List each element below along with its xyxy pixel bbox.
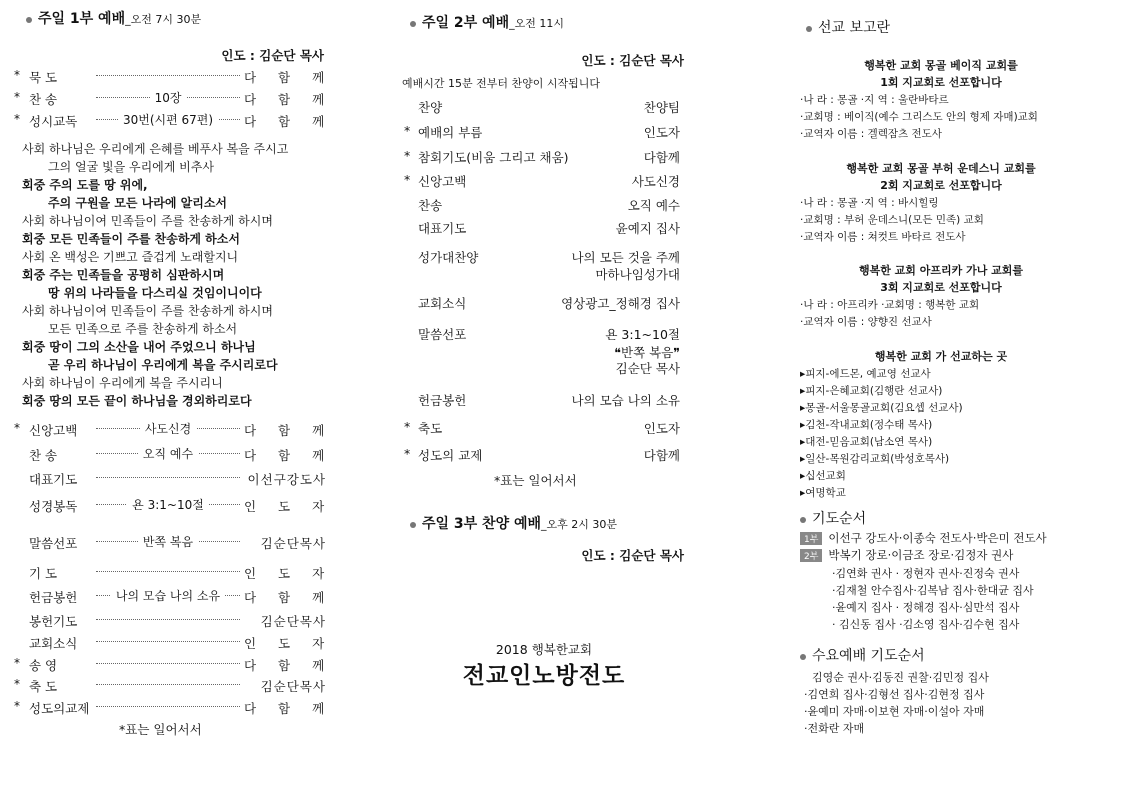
order-row: [14, 588, 332, 606]
support-item: ▸일산-목원감리교회(박성호목사): [800, 453, 950, 465]
litany-line: 회중 땅이 그의 소산을 내어 주었으니 하나님: [22, 340, 256, 354]
motto-year-church: 2018 행복한교회: [495, 642, 593, 657]
order-item-person: 인 도 자: [244, 566, 334, 581]
order-item-person: 나의 모든 것을 주께: [571, 250, 680, 265]
order-item-person: 다 함 께: [244, 448, 334, 463]
support-item: ▸몽골-서울몽골교회(김요셉 선교사): [800, 402, 963, 414]
prayer-name-line: ·윤예지 집사 · 정해경 집사·심만석 집사: [832, 601, 1020, 614]
order-item-person: 다함께: [643, 150, 680, 165]
order-row: [396, 148, 686, 168]
order-row: [396, 265, 686, 285]
mission-block-line: ·나 라 : 아프리카 ·교회명 : 행복한 교회: [800, 299, 980, 311]
order-item-name: 말씀선포: [418, 327, 467, 342]
standing-mark: *: [404, 123, 411, 138]
standing-mark: *: [404, 148, 411, 163]
order-row: [14, 564, 332, 582]
order-item-name: 헌금봉헌: [29, 590, 78, 605]
order-item-detail-wrap: [96, 496, 240, 513]
litany-line: 땅 위의 나라들을 다스리실 것임이니이다: [48, 286, 262, 300]
order-item-detail-wrap: [96, 445, 240, 462]
standing-mark: *: [404, 419, 411, 434]
order-item-person: 욘 3:1~10절: [605, 327, 680, 342]
order-row: [396, 419, 686, 439]
prayer-name-line: ·김재철 안수집사·김복남 집사·한대균 집사: [832, 584, 1034, 597]
order-row: [14, 634, 332, 652]
order-item-person: 다 함 께: [244, 114, 334, 129]
service1-standing-note: *표는 일어서서: [119, 722, 202, 737]
standing-mark: *: [404, 446, 411, 461]
service2-leader: 인도 : 김순단 목사: [581, 53, 684, 68]
order-item-name: 성도의교제: [29, 701, 90, 716]
dotted-leader: [96, 663, 240, 664]
service1-title: 주일 1부 예배: [38, 11, 126, 27]
mission-block-line: ·나 라 : 몽골 ·지 역 : 바시힐링: [800, 197, 939, 209]
order-item-person: 다 함 께: [244, 701, 334, 716]
standing-mark: *: [14, 656, 20, 670]
order-item-person: 김순단목사: [260, 536, 326, 551]
order-row: [396, 219, 686, 239]
litany-line: 사회 하나님이여 민족들이 주를 찬송하게 하시며: [22, 214, 273, 228]
order-item-detail: 10장: [150, 91, 187, 105]
wednesday-title: 수요예배 기도순서: [812, 648, 925, 664]
order-row: [396, 391, 686, 411]
order-item-person: 마하나임성가대: [595, 267, 680, 282]
order-row: [396, 325, 686, 345]
standing-mark: *: [14, 421, 20, 435]
motto-slogan: 전교인노방전도: [462, 663, 626, 689]
order-item-name: 찬 송: [29, 448, 58, 463]
order-item-name: 헌금봉헌: [418, 393, 467, 408]
order-item-detail: 반쪽 복음: [138, 535, 198, 549]
dotted-leader: [96, 75, 240, 76]
service2-heading: [410, 12, 564, 32]
litany-line: 회중 땅의 모든 끝이 하나님을 경외하리로다: [22, 394, 252, 408]
mission-block-line: ·교회명 : 부허 운데스니(모든 민족) 교회: [800, 214, 984, 226]
support-item: ▸김천-작내교회(정수태 목사): [800, 419, 933, 431]
litany-line: 주의 구원을 모든 나라에 알리소서: [48, 196, 228, 210]
order-item-person: 다 함 께: [244, 590, 334, 605]
order-item-name: 성시교독: [29, 114, 78, 129]
support-item: ▸여명학교: [800, 487, 846, 499]
order-item-person: 영상광고_정해경 집사: [561, 296, 680, 311]
litany-line: 곧 우리 하나님이 우리에게 복을 주시리로다: [48, 358, 278, 372]
wednesday-name-line: ·윤예미 자매·이보현 자매·이설아 자매: [804, 705, 985, 718]
order-item-person: 인 도 자: [244, 499, 334, 514]
dotted-leader: [96, 571, 240, 572]
order-row: [14, 112, 332, 130]
prayer-line-1-text: 이선구 강도사·이종숙 전도사·박은미 전도사: [828, 531, 1047, 545]
order-item-person: 다 함 께: [244, 92, 334, 107]
mission-title: 선교 보고란: [818, 20, 891, 36]
order-row: [14, 656, 332, 674]
service2-intro: 예배시간 15분 전부터 찬양이 시작됩니다: [402, 77, 600, 90]
order-item-person: 김순단목사: [260, 679, 326, 694]
order-item-person: 나의 모습 나의 소유: [571, 393, 680, 408]
service3-leader: 인도 : 김순단 목사: [581, 548, 684, 563]
prayer-heading: [800, 508, 866, 528]
mission-heading: [806, 17, 890, 37]
service3-heading: [410, 513, 617, 533]
prayer-line-2-text: 박복기 장로·이금조 장로·김정자 권사: [828, 548, 1014, 562]
order-item-person: 인도자: [643, 125, 680, 140]
order-row: [14, 497, 332, 515]
support-item: ▸피지-은혜교회(김행란 선교사): [800, 385, 943, 397]
service3-time: _오후 2시 30분: [541, 518, 618, 531]
service1-leader: 인도 : 김순단 목사: [221, 48, 324, 63]
mission-block-line: ·교회명 : 베이직(예수 그리스도 안의 형제 자매)교회: [800, 111, 1038, 123]
dotted-leader: [96, 477, 240, 478]
order-row: [14, 534, 332, 552]
litany-line: 그의 얼굴 빛을 우리에게 비추사: [48, 160, 214, 174]
order-item-name: 송 영: [29, 658, 58, 673]
service1-heading: [26, 8, 201, 28]
prayer-name-line: ·김연화 권사 · 정현자 권사·진정숙 권사: [832, 567, 1020, 580]
order-item-detail: 나의 모습 나의 소유: [111, 589, 225, 603]
litany-line: 모든 민족으로 주를 찬송하게 하소서: [48, 322, 238, 336]
order-item-detail: 욘 3:1~10절: [127, 498, 209, 512]
bullet-icon: [806, 26, 812, 32]
support-item: ▸십선교회: [800, 470, 846, 482]
order-item-name: 신앙고백: [29, 423, 78, 438]
mission-block-line: ·교역자 이름 : 쳐컷트 바타르 전도사: [800, 231, 966, 243]
order-row: [396, 196, 686, 216]
order-item-person: 김순단목사: [260, 614, 326, 629]
order-item-name: 묵 도: [29, 70, 58, 85]
service1-time: _오전 7시 30분: [125, 13, 202, 26]
prayer-line-1: [800, 530, 1047, 546]
mission-block-subheading: 3회 지교회로 선포합니다: [880, 281, 1002, 294]
service2-standing-note: *표는 일어서서: [494, 473, 577, 488]
bullet-icon: [800, 654, 806, 660]
order-row: [14, 699, 332, 717]
order-item-person: 인 도 자: [244, 636, 334, 651]
prayer-name-line: · 김신동 집사 ·김소영 집사·김수현 집사: [832, 618, 1020, 631]
order-row: [14, 470, 332, 488]
litany-line: 사회 온 백성은 기쁘고 즐겁게 노래할지니: [22, 250, 239, 264]
wednesday-heading: [800, 645, 925, 665]
litany-line: 사회 하나님이 우리에게 복을 주시리니: [22, 376, 223, 390]
prayer-badge-1: 1부: [800, 532, 822, 545]
order-row: [14, 612, 332, 630]
order-item-name: 성경봉독: [29, 499, 78, 514]
bullet-icon: [410, 522, 416, 528]
mission-block-line: ·나 라 : 몽골 ·지 역 : 울란바타르: [800, 94, 949, 106]
standing-mark: *: [14, 699, 20, 713]
bullet-icon: [26, 17, 32, 23]
order-item-name: 교회소식: [418, 296, 467, 311]
dotted-leader: [96, 619, 240, 620]
order-row: [396, 446, 686, 466]
order-item-person: 오직 예수: [627, 198, 680, 213]
order-item-person: 사도신경: [631, 174, 680, 189]
wednesday-name-line: 김영순 권사·김동진 권찰·김민정 집사: [812, 671, 989, 684]
litany-line: 사회 하나님은 우리에게 은혜를 베푸사 복을 주시고: [22, 142, 289, 156]
bullet-icon: [800, 517, 806, 523]
order-item-person: 윤예지 집사: [615, 221, 680, 236]
support-item: ▸대전-믿음교회(남소연 목사): [800, 436, 933, 448]
order-item-name: 봉헌기도: [29, 614, 78, 629]
order-item-detail-wrap: [96, 89, 240, 106]
order-item-detail: 30번(시편 67편): [118, 113, 218, 127]
order-row: [396, 359, 686, 379]
mission-block-subheading: 1회 지교회로 선포합니다: [880, 76, 1002, 89]
order-item-person: 김순단 목사: [615, 361, 680, 376]
mission-block-line: ·교역자 이름 : 겔렉잠츠 전도사: [800, 128, 942, 140]
service3-title: 주일 3부 찬양 예배: [422, 516, 542, 532]
standing-mark: *: [14, 677, 20, 691]
order-item-person: 다 함 께: [244, 658, 334, 673]
litany-line: 회중 주의 도를 땅 위에,: [22, 178, 148, 192]
order-item-name: 성가대찬양: [418, 250, 479, 265]
order-item-name: 참회기도(비움 그리고 채움): [418, 150, 569, 165]
order-row: [14, 677, 332, 695]
prayer-title: 기도순서: [812, 511, 867, 527]
order-row: [14, 446, 332, 464]
order-item-name: 축도: [418, 421, 443, 436]
order-item-name: 축 도: [29, 679, 58, 694]
standing-mark: *: [14, 68, 20, 82]
prayer-line-2: [800, 547, 1013, 563]
order-item-detail: 사도신경: [140, 422, 196, 436]
order-item-name: 찬 송: [29, 92, 58, 107]
order-item-person: ❝반쪽 복음❞: [614, 345, 680, 360]
order-row: [14, 68, 332, 86]
order-item-detail: 오직 예수: [138, 447, 198, 461]
order-item-name: 기 도: [29, 566, 58, 581]
order-item-detail-wrap: [96, 587, 240, 604]
mission-block-heading: 행복한 교회 몽골 부허 운데스니 교회를: [846, 162, 1036, 175]
order-item-detail-wrap: [96, 420, 240, 437]
litany-line: 회중 모든 민족들이 주를 찬송하게 하소서: [22, 232, 240, 246]
dotted-leader: [96, 641, 240, 642]
dotted-leader: [96, 706, 240, 707]
order-item-person: 다 함 께: [244, 423, 334, 438]
order-item-person: 다 함 께: [244, 70, 334, 85]
service2-title: 주일 2부 예배: [422, 15, 510, 31]
order-row: [14, 90, 332, 108]
order-row: [396, 172, 686, 192]
order-item-person: 이선구강도사: [247, 472, 326, 487]
order-item-name: 대표기도: [418, 221, 467, 236]
order-row: [396, 98, 686, 118]
litany-line: 사회 하나님이여 민족들이 주를 찬송하게 하시며: [22, 304, 273, 318]
mission-block-line: ·교역자 이름 : 양향진 선교사: [800, 316, 932, 328]
mission-block-heading: 행복한 교회 몽골 베이직 교회를: [864, 59, 1018, 72]
prayer-badge-2: 2부: [800, 549, 822, 562]
litany-line: 회중 주는 민족들을 공평히 심판하시며: [22, 268, 225, 282]
order-item-name: 대표기도: [29, 472, 78, 487]
order-item-name: 말씀선포: [29, 536, 78, 551]
mission-support-title: 행복한 교회 가 선교하는 곳: [874, 350, 1008, 363]
order-item-name: 예배의 부름: [418, 125, 483, 140]
wednesday-name-line: ·전화란 자매: [804, 722, 865, 735]
support-item: ▸피지-에드몬, 예교영 선교사: [800, 368, 931, 380]
standing-mark: *: [404, 172, 411, 187]
order-item-person: 찬양팀: [643, 100, 680, 115]
order-item-detail-wrap: [96, 111, 240, 128]
wednesday-name-line: ·김연희 집사·김형선 집사·김현정 집사: [804, 688, 985, 701]
order-row: [396, 294, 686, 314]
mission-block-heading: 행복한 교회 아프리카 가나 교회를: [858, 264, 1024, 277]
order-item-person: 다함께: [643, 448, 680, 463]
standing-mark: *: [14, 90, 20, 104]
mission-block-subheading: 2회 지교회로 선포합니다: [880, 179, 1002, 192]
order-item-person: 인도자: [643, 421, 680, 436]
order-row: [396, 123, 686, 143]
order-row: [14, 421, 332, 439]
standing-mark: *: [14, 112, 20, 126]
bullet-icon: [410, 21, 416, 27]
service2-time: _오전 11시: [509, 17, 564, 30]
order-item-name: 교회소식: [29, 636, 78, 651]
order-item-name: 찬양: [418, 100, 443, 115]
order-item-detail-wrap: [96, 533, 240, 550]
order-item-name: 신앙고백: [418, 174, 467, 189]
order-item-name: 성도의 교제: [418, 448, 483, 463]
dotted-leader: [96, 684, 240, 685]
order-item-name: 찬송: [418, 198, 443, 213]
